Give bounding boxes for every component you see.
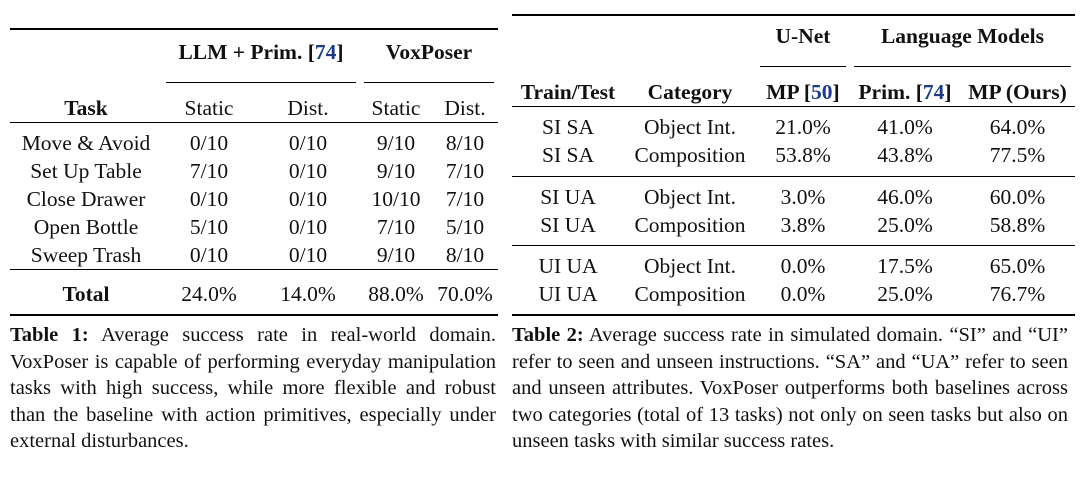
value-cell: 9/10 bbox=[376, 159, 416, 183]
caption-text: Average success rate in simulated domain. “SI” and “UI” refer to seen and unseen instructions. “SA” and “UA” refer to seen and unseen attributes. VoxPoser outperforms both baselines across two categories (total of 13 tasks) not only on seen tasks but also on unseen tasks with similar success rates. bbox=[512, 324, 1068, 452]
table-2-caption bbox=[512, 322, 1068, 455]
value-cell: 0/10 bbox=[288, 131, 328, 155]
value-cell: 24.0% bbox=[181, 282, 237, 306]
header-group-unet: U-Net bbox=[775, 24, 831, 48]
task-cell: Close Drawer bbox=[26, 187, 146, 211]
value-cell: 77.5% bbox=[989, 143, 1046, 167]
value-cell: 7/10 bbox=[189, 159, 229, 183]
table-2 bbox=[512, 14, 1075, 316]
task-cell: Sweep Trash bbox=[30, 243, 142, 267]
train-test-cell: UI UA bbox=[538, 254, 598, 278]
value-cell: 0.0% bbox=[780, 254, 826, 278]
value-cell: 14.0% bbox=[280, 282, 336, 306]
table-row bbox=[512, 280, 1075, 308]
table-row bbox=[10, 129, 498, 157]
header-group-language-models: Language Models bbox=[880, 24, 1045, 48]
table-row bbox=[512, 183, 1075, 211]
value-cell: 8/10 bbox=[445, 243, 485, 267]
value-cell: 9/10 bbox=[376, 243, 416, 267]
col-header-static: Static bbox=[371, 96, 421, 120]
train-test-cell: SI SA bbox=[542, 143, 594, 167]
group-rule bbox=[760, 66, 846, 67]
col-header-dist: Dist. bbox=[444, 96, 486, 120]
category-cell: Object Int. bbox=[644, 115, 736, 139]
value-cell: 7/10 bbox=[445, 159, 485, 183]
value-cell: 0/10 bbox=[288, 159, 328, 183]
value-cell: 9/10 bbox=[376, 131, 416, 155]
train-test-cell: SI UA bbox=[540, 184, 596, 209]
value-cell: 58.8% bbox=[989, 212, 1046, 237]
value-cell: 41.0% bbox=[877, 115, 933, 139]
value-cell: 3.8% bbox=[780, 212, 826, 237]
value-cell: 70.0% bbox=[437, 282, 493, 306]
table-row bbox=[10, 241, 498, 270]
category-cell: Composition bbox=[634, 212, 746, 237]
caption-label: Table 1: bbox=[10, 324, 89, 346]
table-row bbox=[10, 157, 498, 185]
value-cell: 5/10 bbox=[189, 215, 229, 239]
value-cell: 65.0% bbox=[989, 254, 1046, 278]
value-cell: 7/10 bbox=[376, 215, 416, 239]
total-label: Total bbox=[62, 282, 110, 306]
col-header-task: Task bbox=[64, 96, 108, 120]
table-1-grid bbox=[10, 28, 498, 316]
value-cell: 0.0% bbox=[780, 282, 826, 306]
col-header-train-test: Train/Test bbox=[520, 80, 616, 104]
value-cell: 46.0% bbox=[877, 184, 933, 209]
header-group-voxposer: VoxPoser bbox=[385, 40, 473, 64]
train-test-cell: SI SA bbox=[542, 115, 594, 139]
col-header-mp-unet: MP [50] bbox=[766, 80, 840, 104]
value-cell: 76.7% bbox=[989, 282, 1046, 306]
value-cell: 0/10 bbox=[288, 243, 328, 267]
value-cell: 0/10 bbox=[189, 187, 229, 211]
value-cell: 0/10 bbox=[288, 187, 328, 211]
header-group-llm-prim: LLM + Prim. [74] bbox=[178, 40, 344, 64]
table-row bbox=[512, 252, 1075, 280]
table-1 bbox=[10, 28, 498, 316]
citation-link[interactable]: 74 bbox=[922, 80, 945, 104]
value-cell: 53.8% bbox=[775, 143, 831, 167]
value-cell: 25.0% bbox=[877, 212, 933, 237]
caption-text: Average success rate in real-world domain. VoxPoser is capable of performing everyday manipulation tasks with high success, while more flexible and robust than the baseline with action primitives, especially under external disturbances. bbox=[10, 324, 496, 452]
table-row bbox=[512, 211, 1075, 239]
task-cell: Set Up Table bbox=[30, 159, 142, 183]
group-rule bbox=[166, 82, 356, 83]
table-row bbox=[10, 185, 498, 213]
col-header-mp-ours: MP (Ours) bbox=[968, 80, 1067, 104]
col-header-dist: Dist. bbox=[287, 96, 329, 120]
category-cell: Object Int. bbox=[644, 184, 736, 209]
value-cell: 7/10 bbox=[445, 187, 485, 211]
col-header-static: Static bbox=[184, 96, 234, 120]
value-cell: 0/10 bbox=[189, 243, 229, 267]
task-cell: Move & Avoid bbox=[21, 131, 151, 155]
category-cell: Composition bbox=[634, 143, 746, 167]
value-cell: 5/10 bbox=[445, 215, 485, 239]
value-cell: 17.5% bbox=[877, 254, 933, 278]
train-test-cell: SI UA bbox=[540, 212, 596, 237]
value-cell: 3.0% bbox=[780, 184, 826, 209]
value-cell: 0/10 bbox=[189, 131, 229, 155]
group-rule bbox=[364, 82, 494, 83]
value-cell: 0/10 bbox=[288, 215, 328, 239]
group-rule bbox=[854, 66, 1071, 67]
table-2-grid bbox=[512, 14, 1075, 316]
citation-link[interactable]: 74 bbox=[314, 40, 337, 64]
table-row bbox=[512, 141, 1075, 169]
caption-label: Table 2: bbox=[512, 324, 584, 346]
col-header-category: Category bbox=[647, 80, 733, 104]
value-cell: 8/10 bbox=[445, 131, 485, 155]
value-cell: 10/10 bbox=[371, 187, 421, 211]
value-cell: 25.0% bbox=[877, 282, 933, 306]
value-cell: 43.8% bbox=[877, 143, 933, 167]
value-cell: 64.0% bbox=[989, 115, 1046, 139]
table-row bbox=[10, 213, 498, 241]
col-header-prim: Prim. [74] bbox=[858, 80, 952, 104]
total-row bbox=[10, 280, 498, 308]
train-test-cell: UI UA bbox=[538, 282, 598, 306]
value-cell: 88.0% bbox=[368, 282, 424, 306]
table-row bbox=[512, 113, 1075, 141]
value-cell: 21.0% bbox=[775, 115, 831, 139]
category-cell: Composition bbox=[634, 282, 746, 306]
category-cell: Object Int. bbox=[644, 254, 736, 278]
table-1-caption bbox=[10, 322, 496, 455]
value-cell: 60.0% bbox=[989, 184, 1046, 209]
citation-link[interactable]: 50 bbox=[811, 80, 833, 104]
task-cell: Open Bottle bbox=[33, 215, 139, 239]
